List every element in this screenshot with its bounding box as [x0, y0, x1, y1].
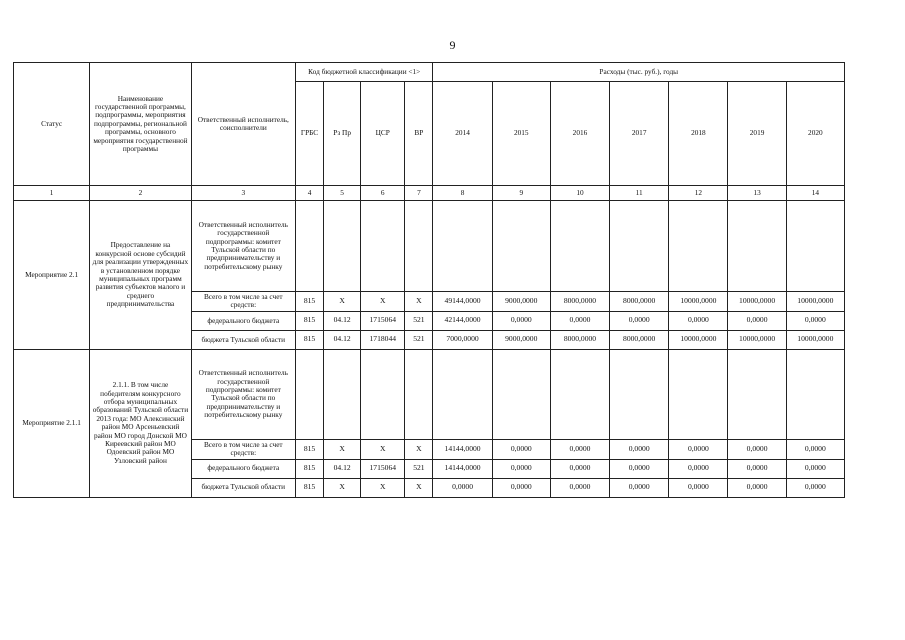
page-number: 9: [449, 38, 456, 52]
value-cell: 0,0000: [492, 439, 550, 459]
header-year: 2020: [786, 82, 844, 186]
value-cell: 0,0000: [786, 478, 844, 497]
value-cell: 8000,0000: [550, 330, 609, 349]
column-number: 3: [191, 186, 295, 201]
header-code-group: Код бюджетной классификации <1>: [295, 63, 433, 82]
grbs-cell: 815: [295, 311, 323, 330]
value-cell: 0,0000: [550, 478, 609, 497]
funding-label: Всего в том числе за счет средств:: [191, 292, 295, 312]
value-cell: 8000,0000: [610, 330, 669, 349]
value-cell: 0,0000: [669, 459, 728, 478]
value-cell: 10000,0000: [786, 330, 844, 349]
block-2-name: 2.1.1. В том числе победителям конкурсного отбора муниципальных образований Тульской области 2013 года: МО Алексинский район МО Арсеньевский район МО город Донской МО Киреевский район МО Одоевский район МО Узловский район: [90, 349, 191, 497]
rzpr-cell: 04.12: [324, 459, 361, 478]
block-1-executor: Ответственный исполнитель государственной подпрограммы: комитет Тульской области по предпринимательству и потребительскому рынку: [191, 201, 295, 292]
value-cell: 10000,0000: [669, 292, 728, 312]
budget-table: [13, 62, 845, 498]
value-cell: 0,0000: [728, 459, 786, 478]
value-cell: 8000,0000: [610, 292, 669, 312]
header-year: 2015: [492, 82, 550, 186]
value-cell: 0,0000: [610, 478, 669, 497]
value-cell: 0,0000: [786, 459, 844, 478]
value-cell: 0,0000: [610, 311, 669, 330]
header-year: 2014: [433, 82, 492, 186]
value-cell: 0,0000: [433, 478, 492, 497]
column-number-row: [14, 186, 845, 201]
value-cell: 0,0000: [786, 439, 844, 459]
value-cell: 42144,0000: [433, 311, 492, 330]
header-year: 2017: [610, 82, 669, 186]
value-cell: 10000,0000: [669, 330, 728, 349]
vr-cell: Х: [405, 292, 433, 312]
value-cell: 10000,0000: [728, 330, 786, 349]
block-1-executor-row: [14, 201, 845, 292]
block-2-executor-row: [14, 349, 845, 439]
value-cell: 0,0000: [610, 439, 669, 459]
value-cell: 0,0000: [492, 478, 550, 497]
block-2-status: Мероприятие 2.1.1: [14, 349, 90, 497]
csr-cell: Х: [361, 292, 405, 312]
column-number: 2: [90, 186, 191, 201]
rzpr-cell: Х: [324, 439, 361, 459]
rzpr-cell: 04.12: [324, 330, 361, 349]
value-cell: 0,0000: [610, 459, 669, 478]
header-grbs: ГРБС: [295, 82, 323, 186]
block-1-name: Предоставление на конкурсной основе субсидий для реализации утвержденных в установленном порядке муниципальных программ развития субъектов малого и среднего предпринимательства: [90, 201, 191, 350]
value-cell: 9000,0000: [492, 330, 550, 349]
column-number: 14: [786, 186, 844, 201]
value-cell: 14144,0000: [433, 459, 492, 478]
vr-cell: Х: [405, 439, 433, 459]
value-cell: 0,0000: [550, 459, 609, 478]
value-cell: 0,0000: [786, 311, 844, 330]
value-cell: 49144,0000: [433, 292, 492, 312]
header-year: 2019: [728, 82, 786, 186]
funding-label: бюджета Тульской области: [191, 330, 295, 349]
csr-cell: 1715064: [361, 311, 405, 330]
column-number: 9: [492, 186, 550, 201]
value-cell: 0,0000: [669, 311, 728, 330]
header-csr: ЦСР: [361, 82, 405, 186]
column-number: 8: [433, 186, 492, 201]
column-number: 10: [550, 186, 609, 201]
column-number: 11: [610, 186, 669, 201]
header-row-1: [14, 63, 845, 82]
column-number: 13: [728, 186, 786, 201]
grbs-cell: 815: [295, 292, 323, 312]
block-2-executor: Ответственный исполнитель государственной подпрограммы: комитет Тульской области по предпринимательству и потребительскому рынку: [191, 349, 295, 439]
value-cell: 0,0000: [550, 311, 609, 330]
value-cell: 8000,0000: [550, 292, 609, 312]
column-number: 4: [295, 186, 323, 201]
grbs-cell: 815: [295, 439, 323, 459]
value-cell: 10000,0000: [728, 292, 786, 312]
value-cell: 0,0000: [728, 439, 786, 459]
value-cell: 0,0000: [492, 311, 550, 330]
value-cell: 0,0000: [669, 478, 728, 497]
column-number: 12: [669, 186, 728, 201]
csr-cell: Х: [361, 439, 405, 459]
funding-label: бюджета Тульской области: [191, 478, 295, 497]
rzpr-cell: 04.12: [324, 311, 361, 330]
grbs-cell: 815: [295, 459, 323, 478]
header-executor: Ответственный исполнитель, соисполнители: [191, 63, 295, 186]
rzpr-cell: Х: [324, 292, 361, 312]
value-cell: 0,0000: [728, 478, 786, 497]
funding-label: Всего в том числе за счет средств:: [191, 439, 295, 459]
header-vr: ВР: [405, 82, 433, 186]
vr-cell: 521: [405, 311, 433, 330]
csr-cell: 1718044: [361, 330, 405, 349]
value-cell: 7000,0000: [433, 330, 492, 349]
column-number: 5: [324, 186, 361, 201]
block-1-status: Мероприятие 2.1: [14, 201, 90, 350]
header-name: Наименование государственной программы, подпрограммы, мероприятия подпрограммы, региональной программы, основного мероприятия государственной программы: [90, 63, 191, 186]
value-cell: 0,0000: [669, 439, 728, 459]
header-rzpr: Рз Пр: [324, 82, 361, 186]
column-number: 6: [361, 186, 405, 201]
csr-cell: 1715064: [361, 459, 405, 478]
vr-cell: 521: [405, 459, 433, 478]
grbs-cell: 815: [295, 330, 323, 349]
value-cell: 14144,0000: [433, 439, 492, 459]
column-number: 7: [405, 186, 433, 201]
grbs-cell: 815: [295, 478, 323, 497]
value-cell: 0,0000: [492, 459, 550, 478]
vr-cell: Х: [405, 478, 433, 497]
rzpr-cell: Х: [324, 478, 361, 497]
header-status: Статус: [14, 63, 90, 186]
header-year: 2016: [550, 82, 609, 186]
value-cell: 0,0000: [550, 439, 609, 459]
header-year: 2018: [669, 82, 728, 186]
funding-label: федерального бюджета: [191, 459, 295, 478]
value-cell: 0,0000: [728, 311, 786, 330]
value-cell: 10000,0000: [786, 292, 844, 312]
header-expenses-group: Расходы (тыс. руб.), годы: [433, 63, 845, 82]
csr-cell: Х: [361, 478, 405, 497]
vr-cell: 521: [405, 330, 433, 349]
funding-label: федерального бюджета: [191, 311, 295, 330]
value-cell: 9000,0000: [492, 292, 550, 312]
column-number: 1: [14, 186, 90, 201]
